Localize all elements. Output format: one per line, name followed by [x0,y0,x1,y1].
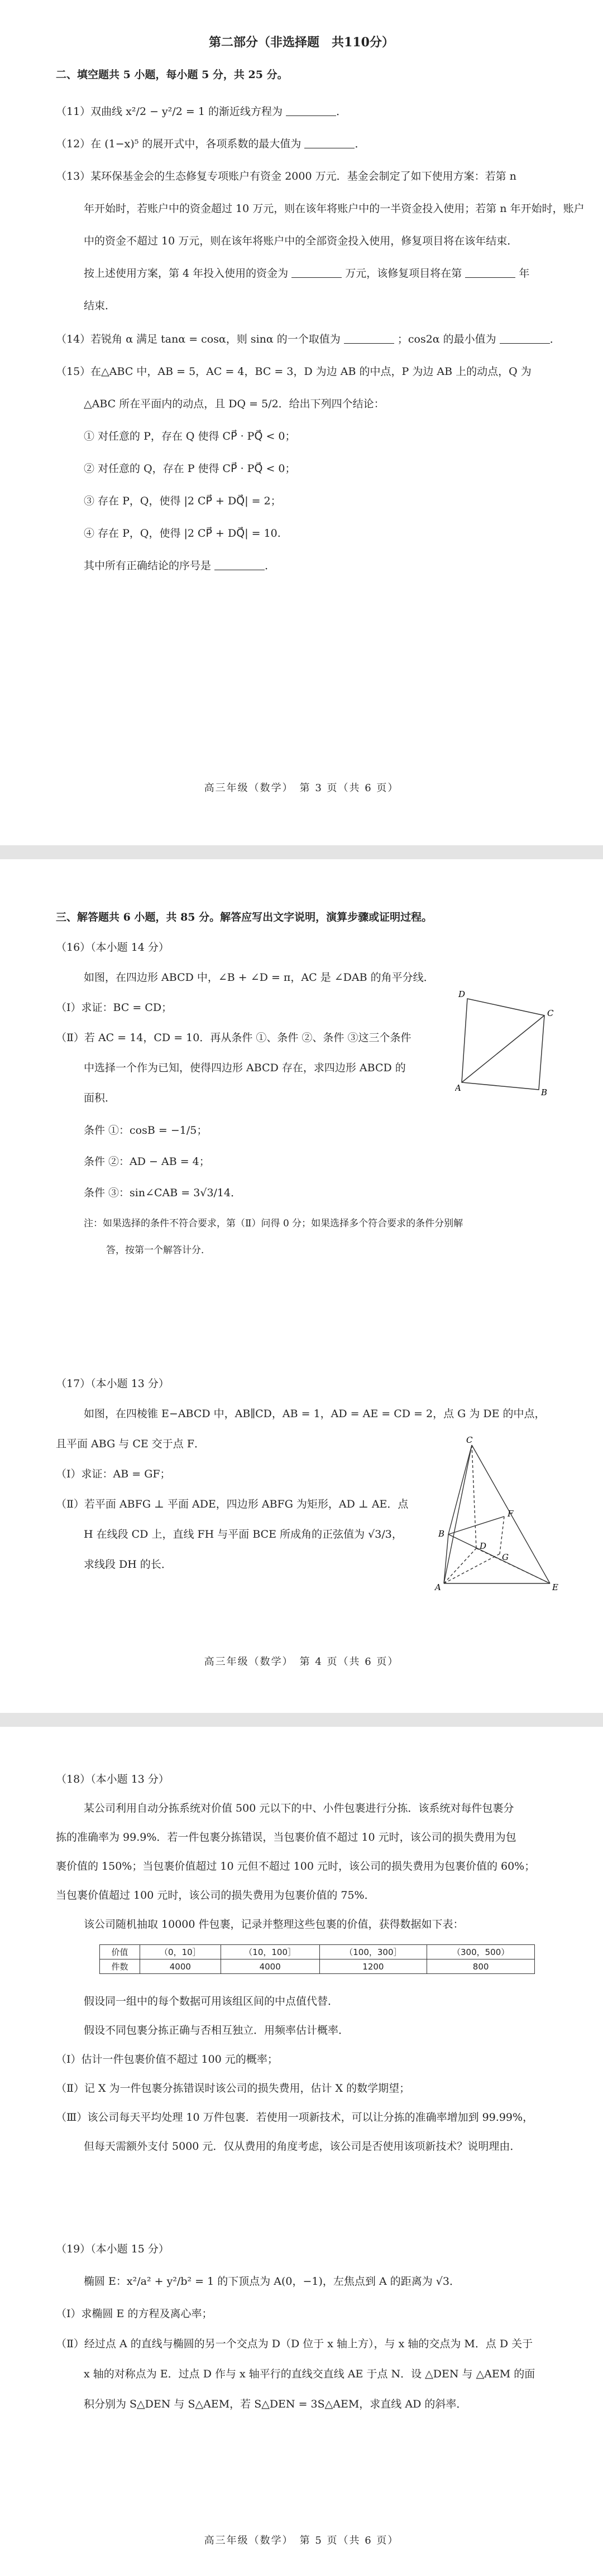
table-cell: 800 [427,1959,535,1974]
quadrilateral-figure [455,985,558,1096]
table-header-cell: （300，500） [427,1945,535,1959]
edge-ab [444,1534,448,1583]
question-17-heading: （17）（本小题 13 分） [56,1378,169,1390]
table-header-cell: 价值 [100,1945,140,1959]
question-15-conclusion-2: ② 对任意的 Q，存在 P 使得 CP⃗ · PQ⃗ < 0； [84,463,296,475]
answer-blank [291,267,342,278]
question-14-text-a: （14）若锐角 α 满足 tanα = cosα，则 sinα 的一个取值为 [56,333,341,345]
question-19-part-2-line-3: 积分别为 S△DEN 与 S△AEM，若 S△DEN = 3S△AEM，求直线 AD 的斜率． [84,2398,467,2410]
answer-blank [286,105,336,116]
question-19-part-1: （Ⅰ）求椭圆 E 的方程及离心率； [56,2308,213,2320]
answer-blank [214,560,265,570]
question-16-line-1: 如图，在四边形 ABCD 中，∠B + ∠D = π，AC 是 ∠DAB 的角平分线． [84,971,434,984]
fig17-label-d: D [480,1541,487,1551]
page-5 [0,1727,603,2576]
page-3 [0,0,603,845]
question-17-part-2-line-3: 求线段 DH 的长． [84,1558,172,1571]
question-19-line-1: 椭圆 E：x²/a² + y²/b² = 1 的下顶点为 A(0，−1)，左焦点到 A 的距离为 √3． [84,2275,460,2288]
fig17-label-g: G [502,1552,509,1562]
fig16-label-c: C [547,1008,554,1018]
question-18-line-1: 某公司利用自动分拣系统对价值 500 元以下的中、小件包裹进行分拣．该系统对每件包裹分 [84,1802,514,1814]
edge-fg-hidden [500,1516,504,1554]
question-17-line-2: 且平面 ABG 与 CE 交于点 F． [56,1438,205,1450]
question-16-part-2-line-3: 面积． [84,1092,116,1104]
question-13-line-2: 年开始时，若账户中的资金超过 10 万元，则在该年将账户中的一半资金投入使用；若第 n 年开始时，账户 [84,203,585,215]
question-18-line-2: 拣的准确率为 99.9%．若一件包裹分拣错误，当包裹价值不超过 10 元时，该公司的损失费用为包 [56,1831,516,1843]
question-19-part-2-line-1: （Ⅱ）经过点 A 的直线与椭圆的另一个交点为 D（D 位于 x 轴上方），与 x 轴的交点为 M．点 D 关于 [56,2338,533,2350]
question-18-line-3: 裹价值的 150%；当包裹价值超过 10 元但不超过 100 元时，该公司的损失费用为包裹价值的 60%； [56,1860,535,1872]
question-19-part-2-line-2: x 轴的对称点为 E．过点 D 作与 x 轴平行的直线交直线 AE 于点 N．设 △DEN 与 △AEM 的面 [84,2368,535,2380]
table-header-cell: （10，100］ [221,1945,319,1959]
table-cell: 1200 [319,1959,427,1974]
question-13-line-4 [84,267,529,281]
question-11: （11）双曲线 x²/2 − y²/2 = 1 的渐近线方程为 ． [56,105,347,118]
question-16-condition-1: 条件 ①：cosB = −1/5； [84,1124,208,1137]
edge-ad-hidden [444,1548,476,1583]
question-18-heading: （18）（本小题 13 分） [56,1773,169,1785]
question-13-line-3: 中的资金不超过 10 万元，则在该年将账户中的全部资金投入使用，修复项目将在该年结束． [84,235,518,247]
answer-blank [304,138,355,148]
fig17-label-f: F [508,1509,514,1519]
fig17-label-b: B [438,1529,445,1539]
question-18-line-5: 该公司随机抽取 10000 件包裹，记录并整理这些包裹的价值，获得数据如下表： [84,1918,464,1930]
table-cell: 4000 [140,1959,221,1974]
question-15-line-1: （15）在△ABC 中，AB = 5，AC = 4，BC = 3，D 为边 AB 的中点，P 为边 AB 上的动点，Q 为 [56,365,532,378]
pyramid-figure [433,1434,561,1596]
answer-blank [500,333,550,344]
page-4 [0,859,603,1713]
page-4-footer: 高三年级（数学） 第 4 页（共 6 页） [204,1656,399,1668]
question-15-conclusion-4: ④ 存在 P，Q，使得 |2 CP⃗ + DQ⃗| = 10. [84,527,281,540]
question-17-part-2-line-1: （Ⅱ）若平面 ABFG ⊥ 平面 ADE，四边形 ABFG 为矩形，AD ⊥ AE．点 [56,1498,409,1510]
question-18-line-6: 假设同一组中的每个数据可用该组区间的中点值代替． [84,1995,339,2007]
question-18-line-7: 假设不同包裹分拣正确与否相互独立．用频率估计概率． [84,2024,350,2036]
question-18-part-3-line-2: 但每天需额外支付 5000 元．仅从费用的角度考虑，该公司是否使用该项新技术？说明理由． [84,2140,521,2153]
fig17-label-e: E [552,1582,558,1592]
fig16-label-d: D [458,989,466,999]
question-18-part-3-line-1: （Ⅲ）该公司每天平均处理 10 万件包裹．若使用一项新技术，可以让分拣的准确率增加到 99.99%， [56,2111,534,2124]
table-cell: 4000 [221,1959,319,1974]
answer-blank [344,333,394,344]
question-16-part-2-line-1: （Ⅱ）若 AC = 14，CD = 10．再从条件 ①、条件 ②、条件 ③这三个条件 [56,1032,411,1044]
edge-bc [448,1445,472,1534]
section2-title: 二、填空题共 5 小题，每小题 5 分，共 25 分。 [56,69,288,81]
question-16-condition-3: 条件 ③：sin∠CAB = 3√3/14． [84,1187,242,1199]
question-17-part-1: （Ⅰ）求证：AB = GF； [56,1468,171,1480]
question-13-line-5: 结束． [84,300,116,312]
edge-ca [444,1445,472,1583]
part2-header: 第二部分（非选择题 共110分） [209,35,394,50]
diagonal-ac [462,1015,544,1082]
table-row-label: 件数 [100,1959,140,1974]
question-13-text-b: 万元，该修复项目将在第 [345,267,462,280]
question-16-note-line-2: 答，按第一个解答计分． [106,1245,210,1256]
page-5-footer: 高三年级（数学） 第 5 页（共 6 页） [204,2535,399,2546]
question-15-conclusion-3: ③ 存在 P，Q，使得 |2 CP⃗ + DQ⃗| = 2； [84,495,281,507]
question-16-part-1: （Ⅰ）求证：BC = CD； [56,1001,173,1014]
question-18-part-2: （Ⅱ）记 X 为一件包裹分拣错误时该公司的损失费用，估计 X 的数学期望； [56,2082,410,2094]
table-row [100,1959,535,1974]
fig16-label-a: A [455,1083,461,1093]
question-14: （14）若锐角 α 满足 tanα = cosα，则 sinα 的一个取值为 ；cos2α 的最小值为 ． [56,333,561,345]
question-15-answer-line: 其中所有正确结论的序号是 ． [84,560,276,572]
fig16-label-b: B [541,1087,548,1096]
table-header-cell: （100，300］ [319,1945,427,1959]
question-13-text-c: 年 [519,267,530,280]
page-3-footer: 高三年级（数学） 第 3 页（共 6 页） [204,782,399,794]
answer-blank [465,267,515,278]
question-16-heading: （16）（本小题 14 分） [56,941,169,954]
question-13-line-1: （13）某环保基金会的生态修复专项账户有资金 2000 万元．基金会制定了如下使用方案：若第 n [56,170,516,182]
section3-title: 三、解答题共 6 小题，共 85 分。解答应写出文字说明，演算步骤或证明过程。 [56,911,433,923]
question-16-condition-2: 条件 ②：AD − AB = 4； [84,1155,210,1168]
question-17-part-2-line-2: H 在线段 CD 上，直线 FH 与平面 BCE 所成角的正弦值为 √3/3， [84,1528,403,1540]
question-15-conclusion-1: ① 对任意的 P，存在 Q 使得 CP⃗ · PQ⃗ < 0； [84,430,296,442]
quadrilateral-abcd [462,999,544,1090]
table-header-row [100,1945,535,1959]
table-header-cell: （0，10］ [140,1945,221,1959]
fig17-label-a: A [435,1582,441,1592]
question-11-text: （11）双曲线 x²/2 − y²/2 = 1 的渐近线方程为 [56,105,283,118]
question-12: （12）在 (1−x)⁵ 的展开式中，各项系数的最大值为 ． [56,138,366,150]
question-15-line-2: △ABC 所在平面内的动点，且 DQ = 5/2．给出下列四个结论： [84,398,385,410]
question-19-heading: （19）（本小题 15 分） [56,2243,169,2255]
fig17-label-c: C [466,1435,473,1445]
edge-cd-hidden [472,1445,476,1548]
question-18-line-4: 当包裹价值超过 100 元时，该公司的损失费用为包裹价值的 75%． [56,1889,375,1901]
question-12-text: （12）在 (1−x)⁵ 的展开式中，各项系数的最大值为 [56,138,302,150]
question-18-part-1: （Ⅰ）估计一件包裹价值不超过 100 元的概率； [56,2053,278,2065]
edge-ag-hidden [444,1554,500,1583]
question-13-text-a: 按上述使用方案，第 4 年投入使用的资金为 [84,267,289,280]
question-15-answer-text: 其中所有正确结论的序号是 [84,560,212,572]
question-16-part-2-line-2: 中选择一个作为已知，使得四边形 ABCD 存在，求四边形 ABCD 的 [84,1062,406,1074]
question-14-text-b: ；cos2α 的最小值为 [397,333,496,345]
question-17-line-1: 如图，在四棱锥 E−ABCD 中，AB∥CD，AB = 1，AD = AE = CD = 2，点 G 为 DE 的中点， [84,1408,545,1420]
page-gap [0,845,603,859]
page-gap [0,1713,603,1727]
question-16-note-line-1: 注：如果选择的条件不符合要求，第（Ⅱ）问得 0 分；如果选择多个符合要求的条件分别解 [84,1218,463,1229]
package-value-table [99,1944,535,1974]
